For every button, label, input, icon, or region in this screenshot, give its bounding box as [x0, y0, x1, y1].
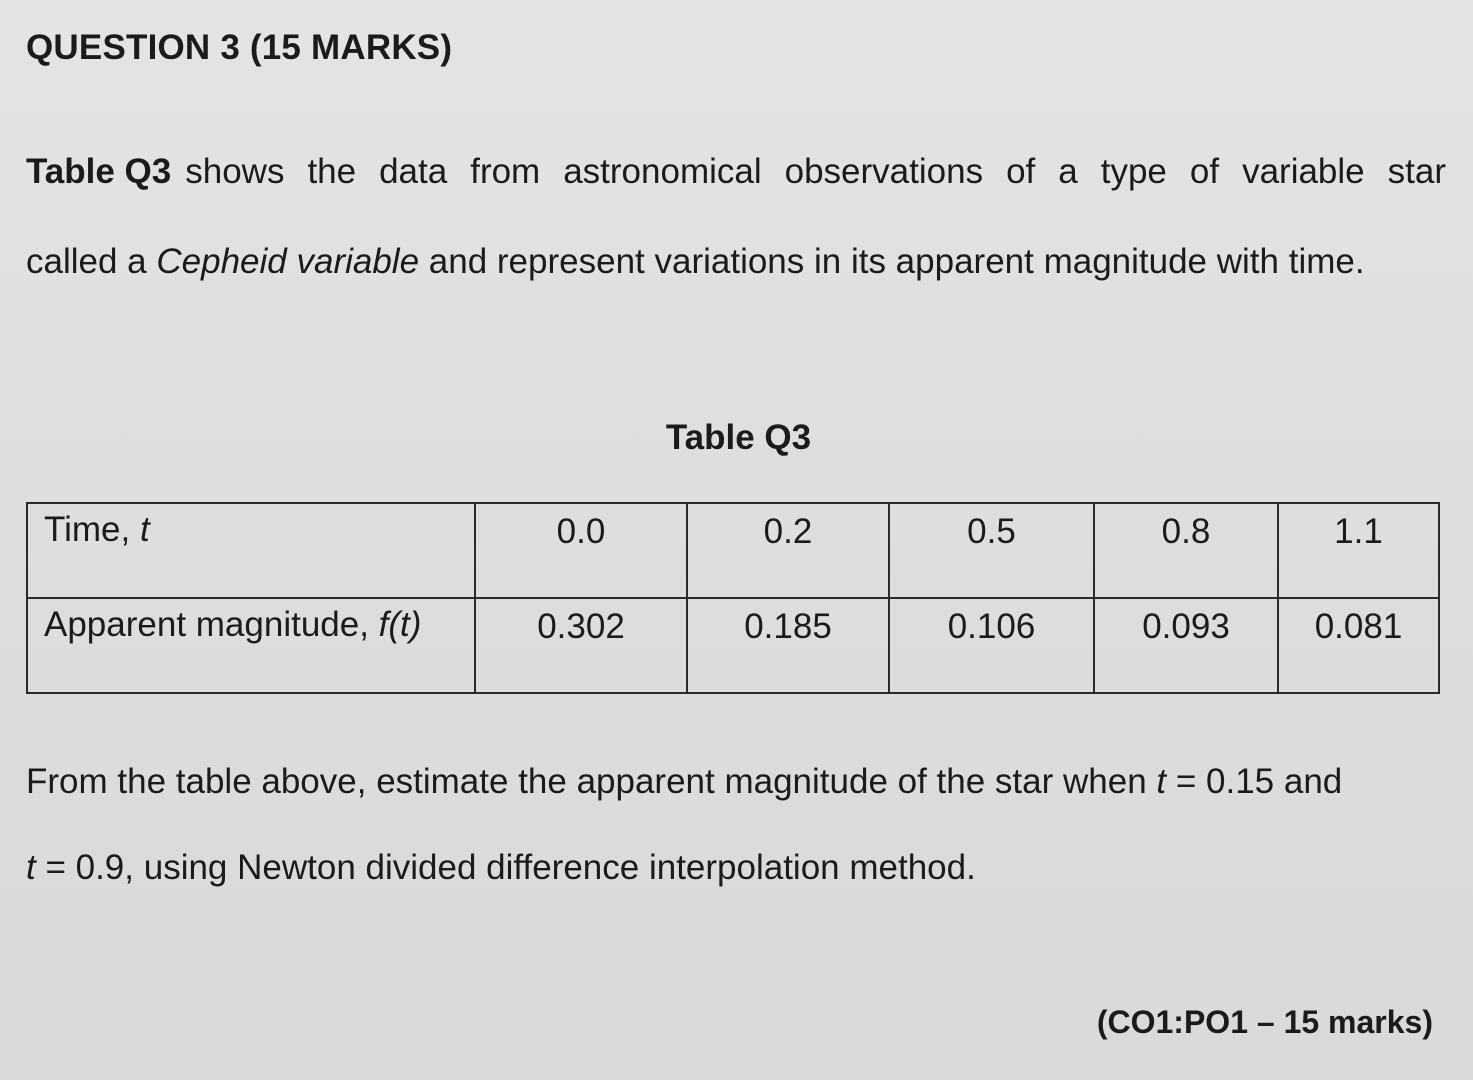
task-line-1 [26, 760, 1446, 804]
question-heading: QUESTION 3 (15 MARKS) [26, 28, 453, 67]
task-line-1-start: From the table above, estimate the apparent magnitude of the star when [26, 762, 1157, 801]
task-line-2-end: = 0.9, using Newton divided difference interpolation method. [35, 848, 976, 887]
table-row-time [27, 503, 1439, 598]
table-cell: 0.5 [889, 503, 1094, 598]
table-cell: 0.302 [475, 598, 687, 693]
intro-line-1-text: shows the data from astronomical observations of a type of variable star [185, 152, 1446, 191]
task-line-2 [26, 846, 1446, 890]
table-cell: 0.106 [889, 598, 1094, 693]
intro-line-2-start: called a [26, 242, 157, 281]
intro-line-2 [26, 240, 1446, 284]
table-reference: Table Q3 [26, 152, 172, 191]
intro-line-2-end: and represent variations in its apparent magnitude with time. [419, 242, 1365, 281]
table-title: Table Q3 [665, 418, 812, 457]
table-cell: 0.081 [1278, 598, 1439, 693]
table-cell: 0.2 [687, 503, 889, 598]
row-label-magnitude [27, 598, 475, 693]
row-label-text: Time, [44, 510, 140, 549]
table-cell: 0.185 [687, 598, 889, 693]
row-label-variable: f(t) [378, 605, 422, 644]
table-cell: 0.0 [475, 503, 687, 598]
row-label-variable: t [139, 510, 150, 549]
task-line-1-end: = 0.15 and [1166, 762, 1343, 801]
table-cell: 0.093 [1094, 598, 1278, 693]
task-variable-t: t [1156, 762, 1167, 801]
table-cell: 1.1 [1278, 503, 1439, 598]
intro-line-1 [26, 150, 1446, 194]
row-label-time [27, 503, 475, 598]
table-cell: 0.8 [1094, 503, 1278, 598]
cepheid-variable-term: Cepheid variable [156, 242, 420, 281]
table-row-magnitude [27, 598, 1439, 693]
row-label-text: Apparent magnitude, [44, 605, 379, 644]
task-variable-t: t [26, 848, 36, 887]
data-table [26, 502, 1440, 694]
marks-note: (CO1:PO1 – 15 marks) [1096, 1004, 1433, 1040]
